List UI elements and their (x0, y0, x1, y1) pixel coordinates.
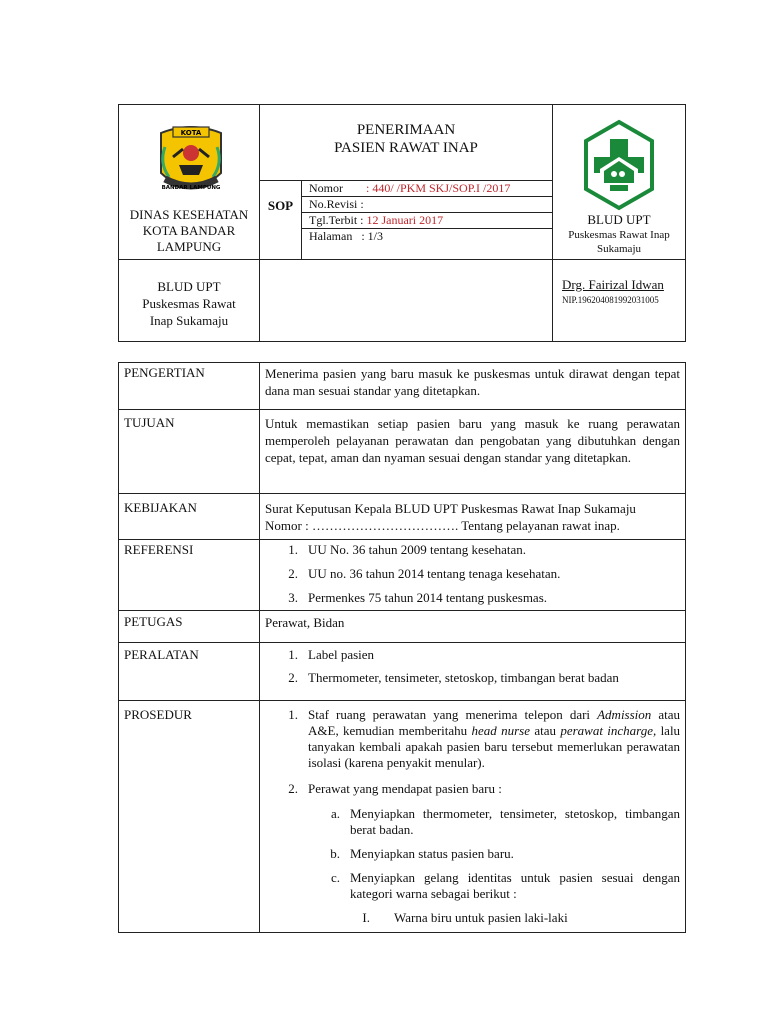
nomor-label: Nomor (309, 181, 343, 195)
blud-right-sub-1: Puskesmas Rawat Inap (568, 229, 670, 241)
step-1-text (308, 707, 680, 771)
label-referensi: REFERENSI (124, 542, 194, 557)
list-text: Menyiapkan gelang identitas untuk pasien sesuai dengan kategori warna sebagai berikut : (350, 870, 680, 901)
meta-revisi: No.Revisi : (309, 197, 364, 211)
blud-left (118, 278, 260, 329)
blud-left-sub-2: Inap Sukamaju (149, 313, 229, 328)
step-1-part-d: lalu tanyakan kembali apakah pasien baru tersebut memerlukan perawatan isolasi (karena penyakit menular). (308, 723, 681, 770)
text-pengertian: Menerima pasien yang baru masuk ke puskesmas untuk dirawat dengan tepat dana man sesuai standar yang ditetapkan. (265, 366, 680, 398)
nomor-value: : 440/ /PKM SKJ/SOP.I /2017 (366, 181, 511, 195)
meta-nomor (309, 181, 510, 196)
meta-halaman (309, 229, 383, 244)
list-letter: c. (330, 870, 340, 885)
text-kebijakan (265, 500, 680, 534)
agency-name (118, 207, 260, 255)
title-line-2: PASIEN RAWAT INAP (334, 140, 478, 156)
terbit-value: 12 Januari 2017 (366, 213, 444, 227)
step-1-italic-head-nurse: head nurse (471, 723, 530, 738)
halaman-label: Halaman (309, 229, 353, 243)
meta-terbit (309, 213, 443, 228)
kota-bandar-lampung-logo-icon (155, 123, 227, 199)
step-1-italic-admission: Admission (597, 707, 652, 722)
list-text: Thermometer, tensimeter, stetoskop, timbangan berat badan (308, 670, 619, 685)
list-text: Menyiapkan status pasien baru. (350, 846, 514, 861)
list-text: Warna biru untuk pasien laki-laki (394, 910, 568, 925)
list-text: UU No. 36 tahun 2009 tentang kesehatan. (308, 542, 527, 557)
step-2-text: Perawat yang mendapat pasien baru : (308, 781, 502, 796)
list-text: Label pasien (308, 647, 375, 662)
text-tujuan: Untuk memastikan setiap pasien baru yang masuk ke ruang perawatan memperoleh pelayanan perawatan dan pengobatan yang dibutuhkan dengan cepat, tepat, aman dan nyaman sesuai dengan standar yang ditetapkan. (265, 416, 680, 465)
list-number: 2. (288, 566, 298, 581)
document-title (260, 121, 552, 157)
list-number: 3. (288, 590, 298, 605)
label-kebijakan: KEBIJAKAN (124, 500, 197, 515)
blud-right (553, 212, 685, 256)
list-number: 1. (288, 647, 298, 662)
list-roman: I. (362, 910, 370, 925)
signer-name: Drg. Fairizal Idwan (562, 277, 664, 292)
signer-nip: NIP.196204081992031005 (562, 295, 659, 305)
list-letter: a. (330, 806, 340, 821)
agency-line-1: DINAS KESEHATAN (129, 207, 249, 222)
list-number: 2. (288, 781, 298, 796)
kebijakan-line-2: Nomor : ……………………………. Tentang pelayanan rawat inap. (265, 518, 620, 533)
logo-text-top: KOTA (180, 129, 202, 137)
label-peralatan: PERALATAN (124, 647, 199, 662)
blud-right-title: BLUD UPT (587, 212, 651, 227)
agency-line-2: KOTA BANDAR (142, 223, 236, 238)
label-pengertian: PENGERTIAN (124, 365, 205, 380)
halaman-value: : 1/3 (361, 229, 383, 243)
list-text: Menyiapkan thermometer, tensimeter, stetoskop, timbangan berat badan. (350, 806, 680, 837)
blud-left-sub-1: Puskesmas Rawat (142, 296, 236, 311)
blud-left-title: BLUD UPT (157, 279, 221, 294)
step-1-part-b: atau A&E, kemudian memberitahu (308, 707, 680, 738)
label-tujuan: TUJUAN (124, 415, 175, 430)
list-letter: b. (330, 846, 340, 861)
sop-label: SOP (267, 198, 294, 213)
text-petugas: Perawat, Bidan (265, 615, 345, 630)
step-1-part-c: atau (534, 723, 556, 738)
list-number: 1. (288, 542, 298, 557)
logo-text-bottom: BANDAR LAMPUNG (161, 185, 221, 191)
kebijakan-line-1: Surat Keputusan Kepala BLUD UPT Puskesmas Rawat Inap Sukamaju (265, 501, 636, 516)
title-line-1: PENERIMAAN (356, 122, 456, 138)
puskesmas-logo-icon (582, 119, 656, 211)
list-number: 1. (288, 707, 298, 722)
terbit-label: Tgl.Terbit : (309, 213, 364, 227)
step-1-italic-perawat-incharge: perawat incharge, (560, 723, 657, 738)
label-prosedur: PROSEDUR (124, 707, 192, 722)
list-text: UU no. 36 tahun 2014 tentang tenaga kesehatan. (308, 566, 561, 581)
step-1-part-a: Staf ruang perawatan yang menerima telepon dari (308, 707, 591, 722)
label-petugas: PETUGAS (124, 614, 183, 629)
list-text: Permenkes 75 tahun 2014 tentang puskesmas. (308, 590, 548, 605)
agency-line-3: LAMPUNG (156, 239, 222, 254)
blud-right-sub-2: Sukamaju (597, 243, 641, 255)
list-number: 2. (288, 670, 298, 685)
